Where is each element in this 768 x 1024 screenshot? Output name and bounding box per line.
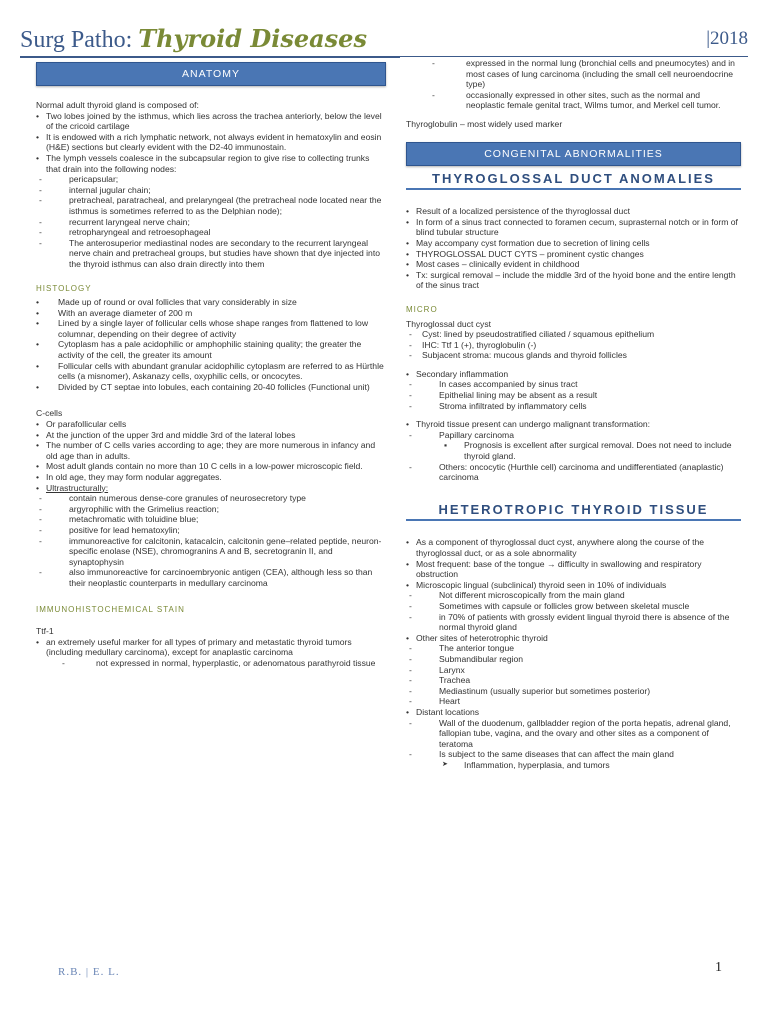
- nodes-list: [36, 174, 386, 269]
- list-item: - Sometimes with capsule or follicles grow between skeletal muscle: [406, 601, 741, 612]
- list-item: ▪ Prognosis is excellent after surgical removal. Does not need to include thyroid gland.: [406, 440, 741, 461]
- secondary-list: [406, 369, 741, 380]
- list-item: • Made up of round or oval follicles that vary considerably in size: [36, 297, 386, 308]
- list-item: - retropharyngeal and retroesophageal: [36, 227, 386, 238]
- list-item: • Thyroid tissue present can undergo malignant transformation:: [406, 419, 741, 430]
- tgd-list: [406, 206, 741, 291]
- list-item: • The number of C cells varies according to age; they are more numerous in infancy and old age than in adults.: [36, 440, 386, 461]
- list-item: • Follicular cells with abundant granular acidophilic cytoplasm are referred to as Hürthle cells (a misnomer), Askanazy cells, oxyphilic cells, or oncocytes.: [36, 361, 386, 382]
- ttf-list: [36, 637, 386, 658]
- list-item: - Trachea: [406, 675, 741, 686]
- list-item: • Distant locations: [406, 707, 741, 718]
- ttf-continued-list: [406, 58, 741, 111]
- list-item: - IHC: Ttf 1 (+), thyroglobulin (-): [406, 340, 741, 351]
- list-item: • Most frequent: base of the tongue → difficulty in swallowing and respiratory obstruction: [406, 559, 741, 580]
- ccells-heading: C-cells: [36, 408, 63, 419]
- ultrastructural-label: Ultrastructurally:: [46, 482, 109, 493]
- list-item: • Result of a localized persistence of the thyroglossal duct: [406, 206, 741, 217]
- page-header: [20, 18, 748, 54]
- left-column: [36, 62, 386, 669]
- list-item: • May accompany cyst formation due to secretion of lining cells: [406, 238, 741, 249]
- anatomy-banner: ANATOMY: [36, 62, 386, 86]
- list-item: • Or parafollicular cells: [36, 419, 386, 430]
- list-item: • THYROGLOSSAL DUCT CYTS – prominent cystic changes: [406, 249, 741, 260]
- histology-heading: HISTOLOGY: [36, 283, 92, 293]
- list-item: - Submandibular region: [406, 654, 741, 665]
- list-item: • Most cases – clinically evident in childhood: [406, 259, 741, 270]
- list-item: - recurrent laryngeal nerve chain;: [36, 217, 386, 228]
- header-title: [20, 24, 367, 54]
- list-item: • Divided by CT septae into lobules, each containing 20-40 follicles (Functional unit): [36, 382, 386, 393]
- list-item: - In cases accompanied by sinus tract: [406, 379, 741, 390]
- list-item: - Mediastinum (usually superior but sometimes posterior): [406, 686, 741, 697]
- list-item: - not expressed in normal, hyperplastic, or adenomatous parathyroid tissue: [36, 658, 386, 669]
- list-item: [36, 483, 386, 494]
- micro-heading: MICRO: [406, 304, 438, 314]
- het-title: HETEROTROPIC THYROID TISSUE: [406, 505, 741, 522]
- het4-sub-list: [406, 643, 741, 707]
- list-item: - Heart: [406, 696, 741, 707]
- list-item: • The lymph vessels coalesce in the subcapsular region to give rise to collecting trunks that drain into the following nodes:: [36, 153, 386, 174]
- het-list-3: [406, 707, 741, 718]
- list-item: - positive for lead hematoxylin;: [36, 525, 386, 536]
- anatomy-intro: Normal adult thyroid gland is composed of:: [36, 100, 199, 110]
- malignant-list: [406, 419, 741, 430]
- list-item: - Papillary carcinoma: [406, 430, 741, 441]
- others-list: [406, 462, 741, 483]
- list-item: • As a component of thyroglossal duct cyst, anywhere along the course of the thyroglossal duct, or as a sole abnormality: [406, 537, 741, 558]
- thyroglobulin-note: Thyroglobulin – most widely used marker: [406, 118, 563, 129]
- page-number: 1: [715, 960, 722, 975]
- list-item: • Most adult glands contain no more than 10 C cells in a low-power microscopic field.: [36, 461, 386, 472]
- title-prefix: Surg Patho:: [20, 27, 133, 53]
- header-rule: [20, 56, 400, 58]
- micro-label: Thyroglossal duct cyst: [406, 318, 492, 329]
- het-list-1: [406, 537, 741, 590]
- list-item: - pericapsular;: [36, 174, 386, 185]
- list-item: • At the junction of the upper 3rd and middle 3rd of the lateral lobes: [36, 430, 386, 441]
- anatomy-list: [36, 111, 386, 175]
- list-item: ➤ Inflammation, hyperplasia, and tumors: [406, 760, 741, 771]
- micro-list: [406, 329, 741, 361]
- list-item: - Not different microscopically from the main gland: [406, 590, 741, 601]
- list-item: - Stroma infiltrated by inflammatory cells: [406, 401, 741, 412]
- list-item: - occasionally expressed in other sites, such as the normal and neoplastic female genital tract, Wilms tumor, and Merkel cell tumor.: [406, 90, 741, 111]
- title-script: Thyroid Diseases: [138, 24, 367, 53]
- congenital-banner: CONGENITAL ABNORMALITIES: [406, 142, 741, 166]
- list-item: - Cyst: lined by pseudostratified ciliated / squamous epithelium: [406, 329, 741, 340]
- histology-list: [36, 297, 386, 392]
- list-item: - also immunoreactive for carcinoembryonic antigen (CEA), although less so than their neoplastic counterparts in medullary carcinoma: [36, 567, 386, 588]
- het5-sub-list: [406, 718, 741, 760]
- list-item: - Wall of the duodenum, gallbladder region of the porta hepatis, adrenal gland, fallopian tube, vagina, and the ovary and other sites as a component of teratoma: [406, 718, 741, 750]
- header-year: |2018: [706, 28, 748, 49]
- list-item: - metachromatic with toluidine blue;: [36, 514, 386, 525]
- secondary-sub-list: [406, 379, 741, 411]
- prognosis-list: [406, 440, 741, 461]
- list-item: - The anterosuperior mediastinal nodes are secondary to the recurrent laryngeal nerve chain and pretracheal groups, but studies have shown that dye injected into the thyroid isthmus can also drain directly into them: [36, 238, 386, 270]
- ultra-list: [36, 493, 386, 588]
- list-item: • Cytoplasm has a pale acidophilic or amphophilic staining quality; the greater the activity of the cell, the greater its amount: [36, 339, 386, 360]
- footer-initials: R.B. | E. L.: [58, 966, 120, 978]
- list-item: • Lined by a single layer of follicular cells whose shape ranges from flattened to low columnar, depending on their degree of activity: [36, 318, 386, 339]
- list-item: • an extremely useful marker for all types of primary and metastatic thyroid tumors (including medullary carcinoma), except for anaplastic carcinoma: [36, 637, 386, 658]
- list-item: • Two lobes joined by the isthmus, which lies across the trachea anteriorly, below the level of the cricoid cartilage: [36, 111, 386, 132]
- list-item: - Epithelial lining may be absent as a result: [406, 390, 741, 401]
- ihc-heading: IMMUNOHISTOCHEMICAL STAIN: [36, 604, 185, 614]
- tgd-title: THYROGLOSSAL DUCT ANOMALIES: [406, 174, 741, 191]
- list-item: - The anterior tongue: [406, 643, 741, 654]
- ccells-list: [36, 419, 386, 493]
- het5-arrow-list: [406, 760, 741, 771]
- het3-sub-list: [406, 590, 741, 632]
- list-item: - immunoreactive for calcitonin, katacalcin, calcitonin gene–related peptide, neuron-specific enolase (NSE), chromogranins A and B, secretogranin II, and synaptophysin: [36, 536, 386, 568]
- list-item: • Other sites of heterotrophic thyroid: [406, 633, 741, 644]
- list-item: - internal jugular chain;: [36, 185, 386, 196]
- right-column: [406, 58, 741, 770]
- papillary-list: [406, 430, 741, 441]
- list-item: - Larynx: [406, 665, 741, 676]
- list-item: - Others: oncocytic (Hurthle cell) carcinoma and undifferentiated (anaplastic) carcinoma: [406, 462, 741, 483]
- het-list-2: [406, 633, 741, 644]
- ttf-label: Ttf-1: [36, 626, 54, 637]
- list-item: • In form of a sinus tract connected to foramen cecum, suprasternal notch or in form of blind tubular structure: [406, 217, 741, 238]
- list-item: • With an average diameter of 200 m: [36, 308, 386, 319]
- ttf-sub-list: [36, 658, 386, 669]
- list-item: - Is subject to the same diseases that can affect the main gland: [406, 749, 741, 760]
- list-item: • In old age, they may form nodular aggregates.: [36, 472, 386, 483]
- list-item: - Subjacent stroma: mucous glands and thyroid follicles: [406, 350, 741, 361]
- list-item: • Tx: surgical removal – include the middle 3rd of the hyoid bone and the entire length of the sinus tract: [406, 270, 741, 291]
- list-item: - in 70% of patients with grossly evident lingual thyroid there is absence of the normal thyroid gland: [406, 612, 741, 633]
- list-item: - expressed in the normal lung (bronchial cells and pneumocytes) and in most cases of lung carcinoma (including the small cell neuroendocrine type): [406, 58, 741, 90]
- list-item: - argyrophilic with the Grimelius reaction;: [36, 504, 386, 515]
- list-item: • It is endowed with a rich lymphatic network, not always evident in hematoxylin and eosin (H&E) sections but clearly evident with the D2-40 immunostain.: [36, 132, 386, 153]
- list-item: - pretracheal, paratracheal, and prelaryngeal (the pretracheal node located near the isthmus is sometimes referred to as the Delphian node);: [36, 195, 386, 216]
- header-rule-right: [400, 56, 748, 57]
- list-item: • Secondary inflammation: [406, 369, 741, 380]
- list-item: • Microscopic lingual (subclinical) thyroid seen in 10% of individuals: [406, 580, 741, 591]
- list-item: - contain numerous dense-core granules of neurosecretory type: [36, 493, 386, 504]
